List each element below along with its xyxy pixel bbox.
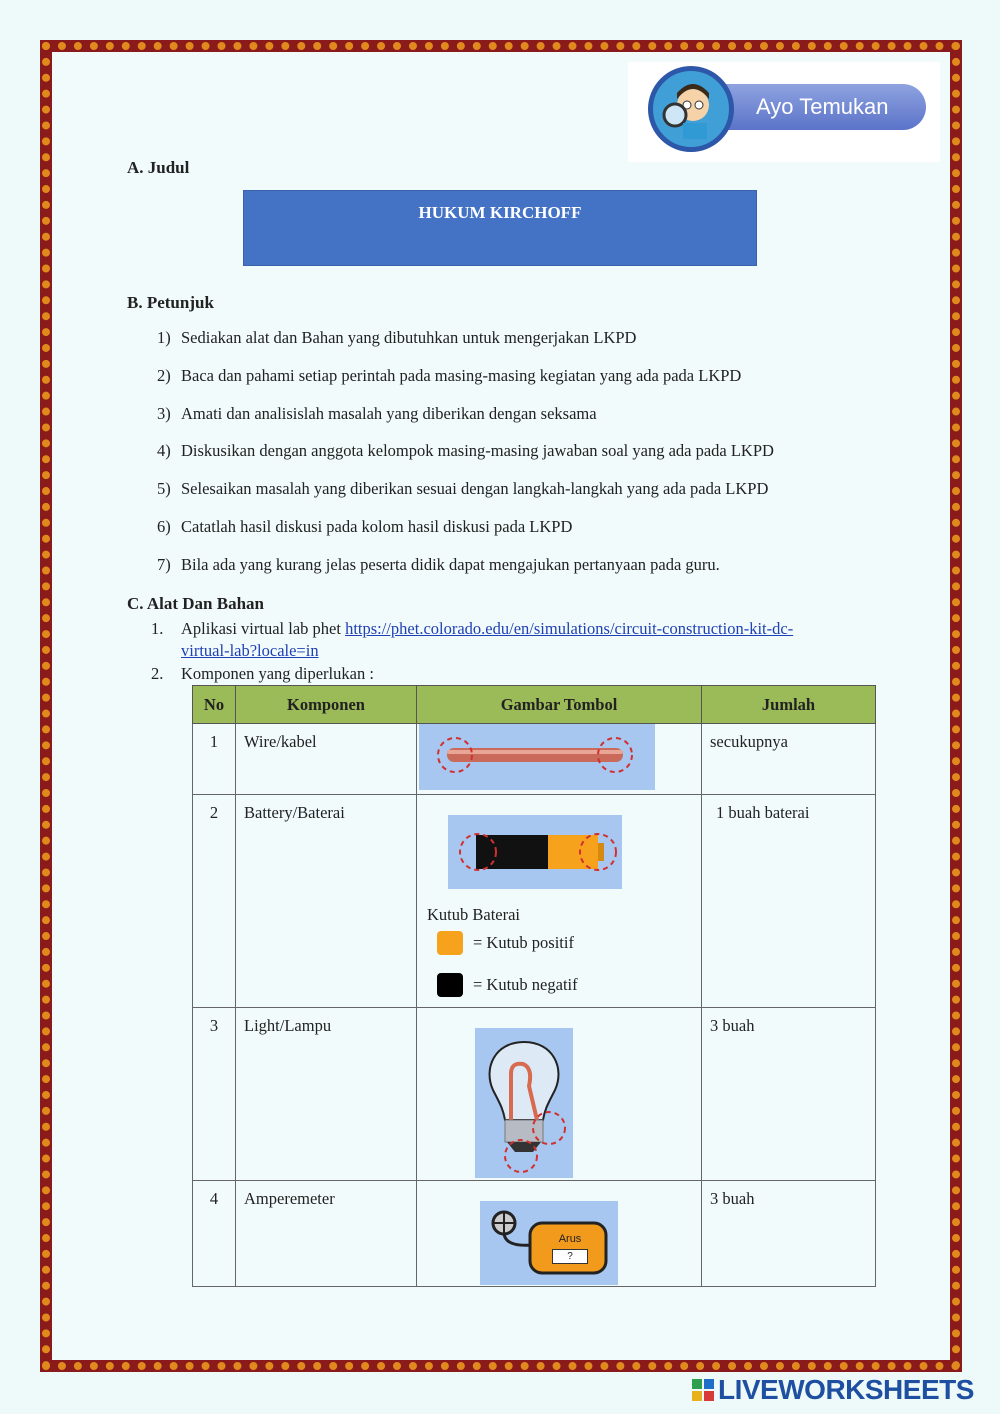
table-row: 2 Battery/Baterai Kutub Baterai = Kutub positif = Kutub negatif 1 buah baterai [193, 795, 876, 1008]
components-table [192, 685, 876, 1287]
header-jumlah: Jumlah [702, 686, 876, 724]
ayo-temukan-badge [628, 62, 940, 162]
ammeter-image [480, 1201, 618, 1285]
item1-line [181, 619, 881, 639]
badge-label: Ayo Temukan [698, 84, 926, 130]
legend-title: Kutub Baterai [427, 905, 521, 924]
table-row: 4 Amperemeter Arus ? 3 buah [193, 1181, 876, 1287]
item1-text: Aplikasi virtual lab phet [181, 619, 341, 638]
table-row: 3 Light/Lampu 3 buah [193, 1008, 876, 1181]
section-a-heading: A. Judul [127, 158, 190, 177]
section-b-heading: B. Petunjuk [127, 293, 214, 312]
section-c-heading: C. Alat Dan Bahan [127, 594, 264, 613]
battery-legend [427, 905, 578, 997]
phet-link-continued[interactable]: virtual-lab?locale=in [181, 641, 319, 660]
ammeter-value: ? [552, 1249, 588, 1264]
bulb-image [475, 1028, 573, 1178]
table-row: 1 Wire/kabel secukupnya [193, 724, 876, 795]
list-item: 1) Sediakan alat dan Bahan yang dibutuhkan untuk mengerjakan LKPD [157, 328, 637, 347]
legend-negative: = Kutub negatif [473, 975, 578, 994]
item1-number: 1. [151, 619, 164, 638]
item2-text: Komponen yang diperlukan : [181, 664, 374, 683]
header-komponen: Komponen [236, 686, 417, 724]
header-gambar: Gambar Tombol [417, 686, 702, 724]
positive-swatch [437, 931, 463, 955]
item2-number: 2. [151, 664, 164, 683]
header-no: No [193, 686, 236, 724]
wire-image [419, 724, 655, 790]
title-box: HUKUM KIRCHOFF [243, 190, 757, 266]
list-item: 3) Amati dan analisislah masalah yang diberikan dengan seksama [157, 403, 597, 423]
liveworksheets-logo[interactable] [692, 1374, 974, 1406]
list-item: 5) Selesaikan masalah yang diberikan sesuai dengan langkah-langkah yang ada pada LKPD [157, 479, 769, 499]
negative-swatch [437, 973, 463, 997]
battery-image [448, 815, 622, 889]
explorer-icon [648, 66, 734, 152]
phet-link[interactable]: https://phet.colorado.edu/en/simulations/circuit-construction-kit-dc- [345, 619, 794, 638]
ammeter-label: Arus [558, 1233, 582, 1245]
instruction-list [157, 328, 774, 593]
brand-text: LIVEWORKSHEETS [718, 1374, 974, 1405]
liveworksheets-icon [692, 1379, 714, 1401]
list-item: 6) Catatlah hasil diskusi pada kolom hasil diskusi pada LKPD [157, 516, 573, 536]
list-item: 2) Baca dan pahami setiap perintah pada masing-masing kegiatan yang ada pada LKPD [157, 365, 742, 385]
legend-positive: = Kutub positif [473, 933, 574, 952]
list-item: 7) Bila ada yang kurang jelas peserta didik dapat mengajukan pertanyaan pada guru. [157, 554, 720, 574]
list-item: 4) Diskusikan dengan anggota kelompok masing-masing jawaban soal yang ada pada LKPD [157, 441, 774, 461]
